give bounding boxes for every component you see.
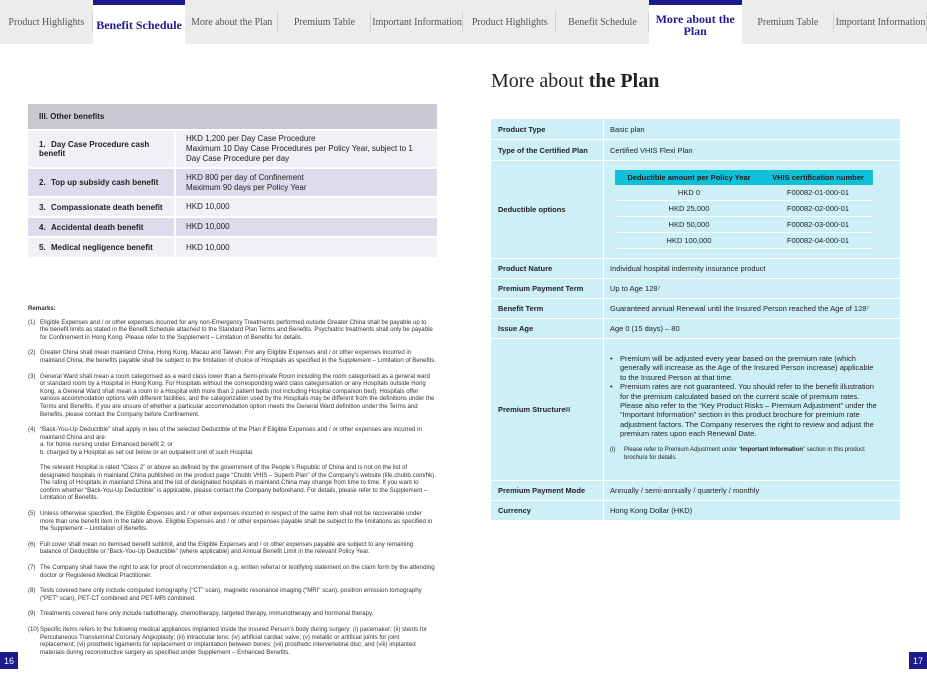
remark-item (28, 541, 436, 556)
premium-structure-list (610, 354, 878, 439)
remark-text: General Ward shall mean a room categorised as a ward class lower than a Semi-private Room including the room categorised as a general ward or standard room by a Hospital in Hong Kong. For Hospitals without the corresponding ward class categorisation or any Hospitals outside Hong Kong, a General Ward shall mean a room in a Hospital with more than 2 patient beds (not including Hospital companion bed). Hospitals offer various accommodation options with different facilities, and the categorization used by the Hospitals may be different from the definitions under the Terms and Benefits. If you are unsure of whether a particular accommodation option meets the General Ward definition under the Terms and Benefits, please contact the Company before Confinement. (40, 372, 435, 418)
remarks-title: Remarks: (28, 305, 56, 312)
list-item: • Premium will be adjusted every year based on the premium rate (which generally will increase as the Age of the Insured Person increase) applicable to the Insured Person at that time. (610, 354, 878, 382)
page-title (491, 70, 659, 93)
remark-number: (4) (28, 426, 36, 434)
remark-number: (7) (28, 564, 36, 572)
column-header: VHIS certification number (763, 170, 873, 185)
row-label: Deductible options (491, 161, 604, 258)
table-header-row (28, 104, 437, 130)
remark-text: Treatments covered here only include radiotherapy, chemotherapy, targeted therapy, immunotherapy and hormonal therapy. (40, 610, 374, 618)
page-number-right: 17 (909, 652, 927, 669)
row-label: Type of the Certified Plan (491, 140, 604, 160)
benefit-detail: HKD 10,000 (175, 197, 437, 217)
title-bold: the Plan (588, 70, 660, 92)
table-row (491, 278, 900, 298)
table-row (491, 139, 900, 160)
tab-benefit-schedule-right[interactable] (556, 0, 649, 44)
remark-number: (6) (28, 540, 36, 548)
benefit-name: Day Case Procedure cash benefit (39, 140, 150, 158)
tab-label: More about the Plan (191, 16, 273, 28)
row-number: 4. (39, 222, 46, 232)
row-value: Annually / semi-annually / quarterly / monthly (610, 486, 760, 495)
footnote-marker: (i) (565, 406, 571, 413)
row-value: Age 0 (15 days) – 80 (610, 324, 680, 333)
remark-item (28, 587, 436, 602)
deductible-options-table (615, 170, 873, 250)
deductible-amount: HKD 100,000 (615, 233, 763, 249)
table-row (491, 119, 900, 139)
row-label: Currency (491, 501, 604, 520)
tab-label: Benefit Schedule (96, 17, 182, 32)
remarks-section (28, 305, 436, 664)
tab-more-about-plan-right[interactable] (649, 0, 742, 44)
benefit-name: Accidental death benefit (51, 222, 144, 232)
remark-item (28, 626, 436, 656)
row-value: Individual hospital indemnity insurance product (610, 264, 766, 273)
row-value: Up to Age 128⁷ (610, 284, 661, 293)
other-benefits-table (28, 104, 437, 257)
table-row (28, 217, 437, 237)
remark-text: “Back-You-Up Deductible” shall apply in lieu of the selected Deductible of the Plan if Eligible Expenses and / or other expenses are incurred in mainland China and are: a. for home nursing under Enhanced benefit 2; or b. charged by a Hospital as set out below or an outpatient unit of such Hospital. The relevant Hospital is rated “Class 2” or above as defined by the government of the People’s Republic of China and is not on the list of designated hospitals in mainland China published on the product page “Chubb VHIS – Superb Plan” of the Company’s website (life.chubb.com/hk). The rating of Hospitals in mainland China and the list of designated hospitals in mainland China may change from time to time. If you want to confirm whether “Back-You-Up Deductible” is applicable, please contact the Company beforehand. For details, please refer to the Supplement – Limitation of Benefits. (40, 426, 436, 502)
row-value: Basic plan (610, 124, 645, 134)
tab-premium-table-right[interactable] (742, 0, 835, 44)
tab-label: Important Information (835, 16, 926, 28)
list-item: • Premium rates are not guaranteed. You should refer to the benefit illustration for the premium calculated based on the current scale of premium rates. Please also refer to the “Key Product Risks – Premium Adjustment” under the “Important Information” section in this product brochure for premium rate adjustment factors. The Company reserves the right to review and adjust the premium rates upon each Renewal Date. (610, 382, 878, 438)
table-row (615, 217, 873, 233)
table-row (28, 237, 437, 257)
table-row (615, 233, 873, 249)
table-header-row (615, 170, 873, 185)
remark-text: Full cover shall mean no itemised benefit sublimit, and the Eligible Expenses and / or other expenses payable are subject to any remaining balance of Deductible or “Back-You-Up Deductible” (where applicable) and Annual Benefit Limit in the relevant Policy Year. (40, 540, 414, 556)
benefit-detail: HKD 800 per day of Confinement Maximum 90 days per Policy Year (175, 168, 437, 197)
row-value: Hong Kong Dollar (HKD) (610, 506, 693, 515)
row-label: Premium Payment Term (491, 279, 604, 298)
tab-label: Product Highlights (8, 16, 85, 28)
certification-number: F00082-04-000-01 (763, 233, 873, 249)
benefit-detail: HKD 1,200 per Day Case Procedure Maximum 10 Day Case Procedures per Policy Year, subject to 1 Day Case Procedure per day (175, 130, 437, 168)
row-number: 2. (39, 178, 46, 187)
table-row (28, 197, 437, 217)
footnote-text-bold: Important Information (740, 446, 804, 453)
page-number-left: 16 (0, 652, 18, 669)
row-value: Certified VHIS Flexi Plan (610, 145, 693, 155)
table-row (491, 160, 900, 258)
table-row (491, 500, 900, 520)
remark-text: Eligible Expenses and / or other expenses incurred for any non-Emergency Treatments performed outside Greater China shall be payable up to the benefit limits as stated in the Benefit Schedule attached to the Standard Plan Terms and Benefits. Psychiatric treatments shall only be payable for Confinement in Hong Kong. Please refer to the Supplement – Limitation of Benefits for details. (40, 318, 433, 341)
remark-text: Tests covered here only include computed tomography (“CT” scan), magnetic resonance imaging (“MRI” scan), positron emission tomography (“PET” scan), PET-CT combined and PET-MRI combined. (40, 587, 422, 602)
remark-item (28, 510, 436, 533)
remark-item (28, 373, 436, 419)
row-value (604, 339, 900, 480)
tab-label: Premium Table (757, 16, 819, 28)
table-row (615, 185, 873, 201)
column-header: Deductible amount per Policy Year (615, 170, 763, 185)
tab-label: Benefit Schedule (568, 16, 637, 28)
other-benefits-heading: III. Other benefits (39, 112, 105, 121)
footnote-mark: (i) (610, 446, 616, 453)
footnote-text (624, 446, 878, 462)
remark-number: (8) (28, 587, 36, 595)
remark-item (28, 610, 436, 618)
table-row (491, 258, 900, 278)
row-label: Product Nature (491, 259, 604, 278)
table-row (491, 480, 900, 500)
remark-item (28, 426, 436, 502)
certification-number: F00082-01-000-01 (763, 185, 873, 201)
benefit-name: Top up subsidy cash benefit (51, 178, 159, 187)
tab-premium-table-left[interactable] (278, 0, 371, 44)
tab-important-information-left[interactable] (371, 0, 464, 44)
row-number: 3. (39, 202, 46, 212)
deductible-amount: HKD 25,000 (615, 201, 763, 217)
tab-more-about-plan-left[interactable] (185, 0, 278, 44)
remark-item (28, 349, 436, 364)
tab-label: Premium Table (293, 16, 355, 28)
plan-details-table (491, 119, 900, 520)
table-row (491, 298, 900, 318)
title-prefix: More about (491, 70, 584, 92)
certification-number: F00082-02-000-01 (763, 201, 873, 217)
benefit-detail: HKD 10,000 (175, 217, 437, 237)
row-number: 5. (39, 243, 46, 252)
tab-product-highlights-left[interactable] (0, 0, 93, 44)
certification-number: F00082-03-000-01 (763, 217, 873, 233)
remark-number: (3) (28, 372, 36, 380)
remark-number: (1) (28, 318, 36, 326)
remark-item (28, 564, 436, 579)
row-label: Issue Age (491, 319, 604, 338)
row-number: 1. (39, 140, 46, 149)
benefit-name: Compassionate death benefit (51, 202, 163, 212)
benefit-detail: HKD 10,000 (175, 237, 437, 257)
remark-number: (2) (28, 349, 36, 357)
deductible-amount: HKD 0 (615, 185, 763, 201)
footnote-text-pre: Please refer to Premium Adjustment under “ (624, 446, 741, 453)
remark-text: Unless otherwise specified, the Eligible Expenses and / or other expenses incurred in respect of the same item shall not be recoverable under more than one benefit item in the table above. Eligible Expenses and / or other expenses payable shall be subject to the limitations as specified in the Supplement – Limitation of Benefits. (40, 510, 433, 533)
row-label (491, 339, 604, 480)
remark-item (28, 319, 436, 342)
remark-number: (9) (28, 610, 36, 618)
benefit-name: Medical negligence benefit (51, 243, 153, 252)
remark-number: (5) (28, 510, 36, 518)
row-label: Premium Payment Mode (491, 481, 604, 500)
table-row (28, 130, 437, 168)
remark-text: Specific items refers to the following medical appliances implanted inside the Insured Person’s body during surgery: (i) pacemaker; (ii) stents for Percutaneous Transluminal Coronary Angioplasty; (iii) intraocular lens; (iv) artificial cardiac valve; (v) metallic or artificial joints for joint replacement; (vi) prosthetic ligaments for replacement or implantation between bones; (vii) prosthetic intervertebral disc; and (viii) implanted materials during reconstructive surgery as specified under Supplement – Enhanced Benefits. (40, 626, 428, 656)
row-value: Guaranteed annual Renewal until the Insured Person reached the Age of 128⁷ (610, 304, 870, 313)
table-row (491, 318, 900, 338)
remark-number: (10) (28, 626, 39, 633)
remark-text: Greater China shall mean mainland China, Hong Kong, Macau and Taiwan. For any Eligible Expenses and / or other expenses incurred in mainland China, the benefits payable shall be subject to the limitation of choice of Hospitals as specified in the Supplement – Limitation of Benefits. (40, 349, 436, 364)
footnote (610, 446, 878, 462)
premium-structure-label: Premium Structure (498, 405, 566, 414)
deductible-amount: HKD 50,000 (615, 217, 763, 233)
tab-product-highlights-right[interactable] (463, 0, 556, 44)
row-label: Benefit Term (491, 299, 604, 318)
tab-benefit-schedule-left[interactable] (93, 0, 186, 44)
tab-label: Product Highlights (471, 16, 548, 28)
row-value (604, 161, 900, 258)
tab-label: Important Information (372, 16, 462, 28)
section-tab-bar (0, 0, 927, 44)
table-row (491, 338, 900, 480)
row-label: Product Type (491, 119, 604, 139)
remark-text: The Company shall have the right to ask for proof of recommendation e.g. written referral or testifying statement on the claim form by the attending doctor or Registered Medical Practitioner. (40, 564, 435, 579)
tab-important-information-right[interactable] (834, 0, 927, 44)
table-row (615, 201, 873, 217)
footnote-text-post: ” section in this product brochure for details. (624, 446, 865, 461)
table-row (28, 168, 437, 197)
tab-label: More about the Plan (655, 11, 735, 38)
